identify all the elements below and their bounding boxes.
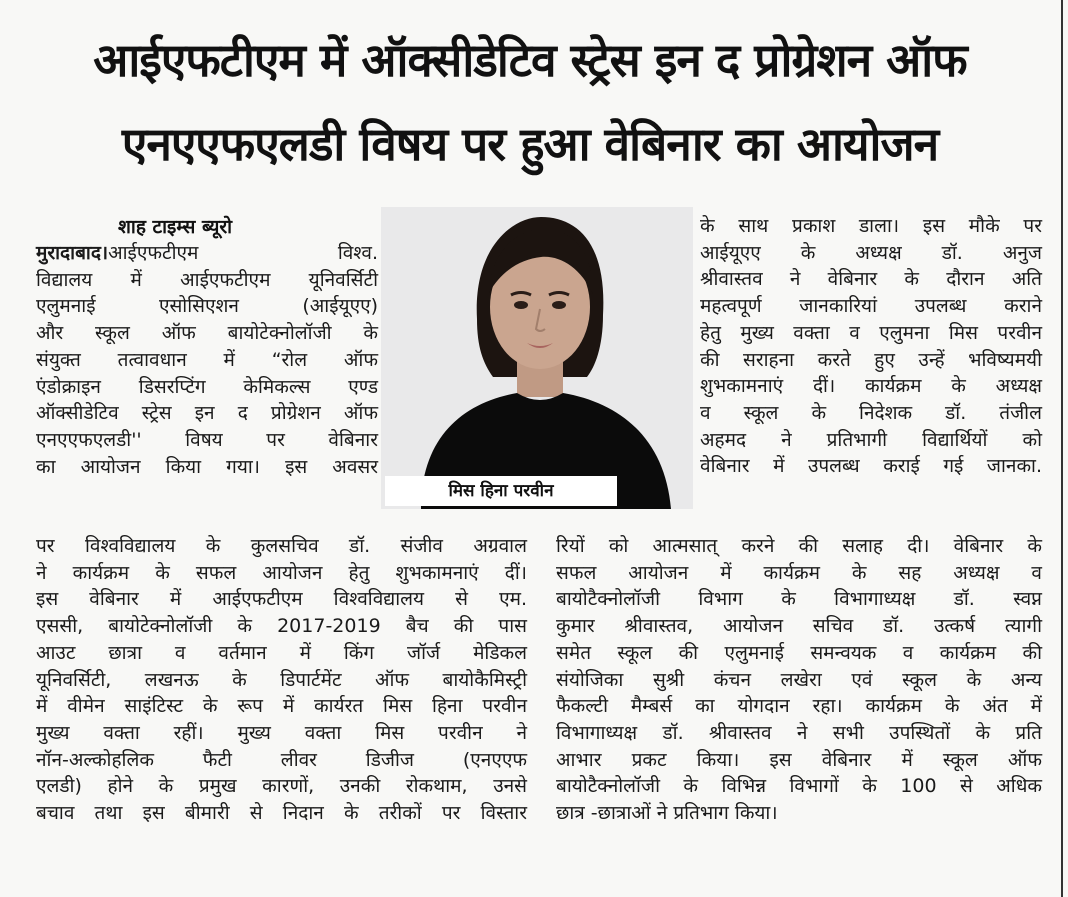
- article-line: बायोटैक्नोलॉजी विभाग के विभागाध्यक्ष डॉ. स्वप्न: [556, 588, 1042, 611]
- article-line: एससी, बायोटेक्नोलॉजी के 2017-2019 बैच की पास: [36, 615, 527, 638]
- article-line: महत्वपूर्ण जानकारियां उपलब्ध कराने: [700, 295, 1042, 318]
- article-line: [36, 240, 378, 267]
- article-line: ने कार्यक्रम के सफल आयोजन हेतु शुभकामनाएं दीं।: [36, 561, 527, 584]
- article-line: एंडोक्राइन डिसरप्टिंग केमिकल्स एण्ड: [36, 375, 378, 398]
- article-line: ऑक्सीडेटिव स्ट्रेस इन द प्रोग्रेशन ऑफ: [36, 402, 378, 425]
- article-line: संयुक्त तत्वावधान में “रोल ऑफ: [36, 348, 378, 371]
- article-line: श्रीवास्तव ने वेबिनार के दौरान अति: [700, 268, 1042, 291]
- article-line: विद्यालय में आईएफटीएम यूनिवर्सिटी: [36, 268, 378, 291]
- article-line-text: आईएफटीएम विश्व.: [108, 242, 378, 264]
- article-line: आईयूएए के अध्यक्ष डॉ. अनुज: [700, 241, 1042, 264]
- article-column-right-bottom: [556, 533, 1042, 827]
- portrait-illustration: [381, 207, 693, 509]
- article-column-left: [36, 240, 378, 480]
- article-line: कुमार श्रीवास्तव, आयोजन सचिव डॉ. उत्कर्ष त्यागी: [556, 615, 1042, 638]
- article-line: का आयोजन किया गया। इस अवसर: [36, 455, 378, 478]
- article-line: एलडी) होने के प्रमुख कारणों, उनकी रोकथाम, उनसे: [36, 775, 527, 798]
- article-line: एलुमनाई एसोसिएशन (आईयूएए): [36, 295, 378, 318]
- article-line: की सराहना करते हुए उन्हें भविष्यमयी: [700, 348, 1042, 371]
- article-line: बायोटैक्नोलॉजी के विभिन्न विभागों के 100 से अधिक: [556, 775, 1042, 798]
- article-line: फैकल्टी मैम्बर्स का योगदान रहा। कार्यक्रम के अंत में: [556, 695, 1042, 718]
- article-line: समेत स्कूल की एलुमनाई समन्वयक व कार्यक्रम की: [556, 641, 1042, 664]
- article-line: बचाव तथा इस बीमारी से निदान के तरीकों पर विस्तार: [36, 802, 527, 825]
- article-line: संयोजिका सुश्री कंचन लखेरा एवं स्कूल के अन्य: [556, 668, 1042, 691]
- article-line: पर विश्वविद्यालय के कुलसचिव डॉ. संजीव अग्रवाल: [36, 535, 527, 557]
- article-line: आउट छात्रा व वर्तमान में किंग जॉर्ज मेडिकल: [36, 641, 527, 664]
- article-line: और स्कूल ऑफ बायोटेक्नोलॉजी के: [36, 322, 378, 345]
- article-line: नॉन-अल्कोहलिक फैटी लीवर डिजीज (एनएएफ: [36, 748, 527, 771]
- article-line: के साथ प्रकाश डाला। इस मौके पर: [700, 215, 1042, 237]
- article-line: एनएएफएलडी'' विषय पर वेबिनार: [36, 428, 378, 451]
- article-line: सफल आयोजन में कार्यक्रम के सह अध्यक्ष व: [556, 561, 1042, 584]
- photo-caption: मिस हिना परवीन: [385, 476, 617, 506]
- article-line: रियों को आत्मसात् करने की सलाह दी। वेबिनार के: [556, 535, 1042, 557]
- byline: शाह टाइम्स ब्यूरो: [118, 216, 233, 238]
- article-line: मुख्य वक्ता रहीं। मुख्य वक्ता मिस परवीन ने: [36, 721, 527, 744]
- portrait-photo: [381, 207, 693, 509]
- headline-line-1: आईएफटीएम में ऑक्सीडेटिव स्ट्रेस इन द प्रोग्रेशन ऑफ: [93, 33, 967, 87]
- article-line: व स्कूल के निदेशक डॉ. तंजील: [700, 401, 1042, 424]
- article-line: विभागाध्यक्ष डॉ. श्रीवास्तव ने सभी उपस्थितों के प्रति: [556, 721, 1042, 744]
- article-line: हेतु मुख्य वक्ता व एलुमना मिस परवीन: [700, 321, 1042, 344]
- article-line: वेबिनार में उपलब्ध कराई गई जानका.: [700, 455, 1042, 478]
- dateline: मुरादाबाद।: [36, 242, 109, 264]
- article-column-right-top: [700, 213, 1042, 480]
- article-line: अहमद ने प्रतिभागी विद्यार्थियों को: [700, 428, 1042, 451]
- article-line: यूनिवर्सिटी, लखनऊ के डिपार्टमेंट ऑफ बायोकैमिस्ट्री: [36, 668, 527, 691]
- headline-line-2: एनएएफएलडी विषय पर हुआ वेबिनार का आयोजन: [121, 117, 939, 171]
- page-edge-rule: [1061, 0, 1063, 897]
- article-line: में वीमेन साइंटिस्ट के रूप में कार्यरत मिस हिना परवीन: [36, 695, 527, 718]
- article-line: छात्र -छात्राओं ने प्रतिभाग किया।: [556, 802, 778, 825]
- article-column-left-wide: [36, 533, 527, 827]
- article-line: इस वेबिनार में आईएफटीएम विश्वविद्यालय से एम.: [36, 588, 527, 611]
- article-line: शुभकामनाएं दीं। कार्यक्रम के अध्यक्ष: [700, 375, 1042, 398]
- article-line: आभार प्रकट किया। इस वेबिनार में स्कूल ऑफ: [556, 748, 1042, 771]
